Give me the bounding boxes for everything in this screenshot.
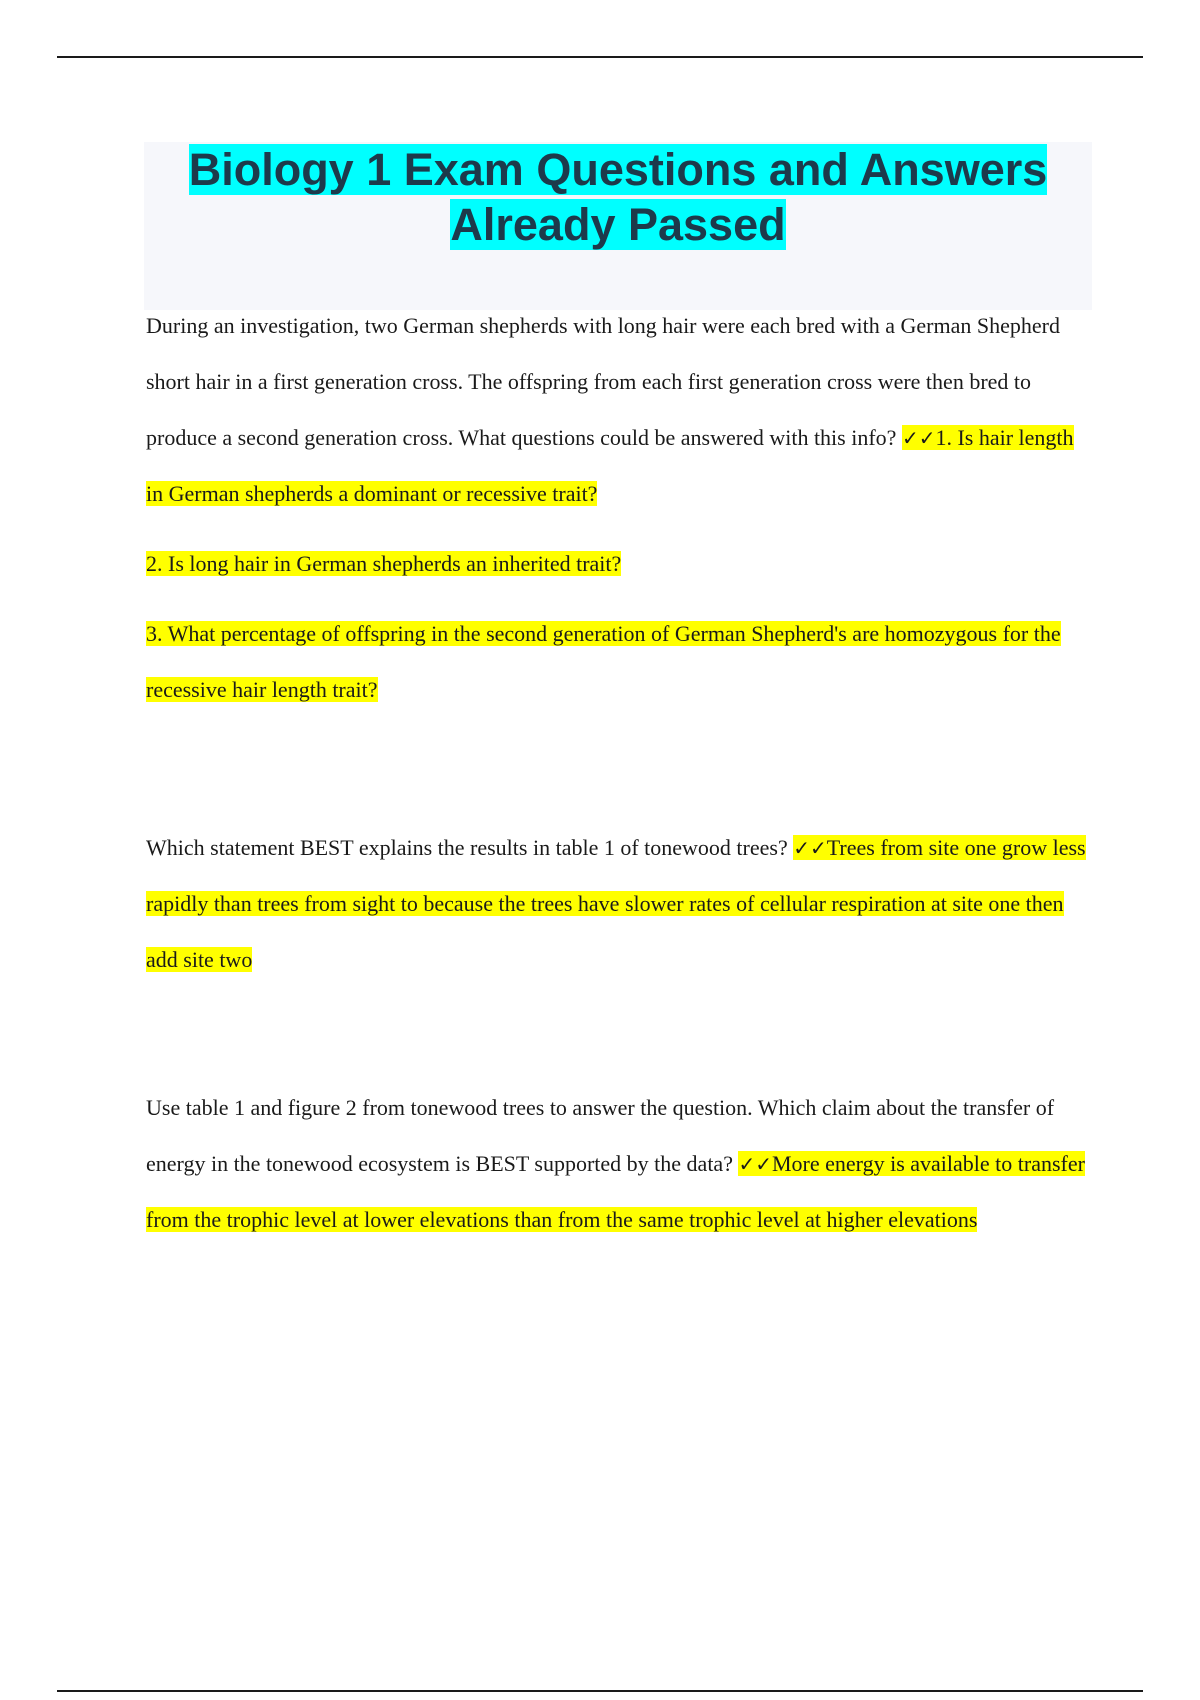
question-block-2 (146, 820, 1086, 988)
answer-1-item-1: 1. Is hair length in German shepherds a dominant or recessive trait? (146, 425, 1074, 506)
answer-2-text: Trees from site one grow less rapidly than trees from sight to because the trees have slower rates of cellular respiration at site one then add site two (146, 835, 1086, 972)
question-2-text: Which statement BEST explains the results in table 1 of tonewood trees? (146, 835, 788, 860)
top-rule (57, 56, 1143, 58)
title-line-1: Biology 1 Exam Questions and Answers (188, 144, 1048, 195)
answer-3-text: More energy is available to transfer from the trophic level at lower elevations than from the same trophic level at higher elevations (146, 1151, 1085, 1232)
answer-1-item-3-paragraph (146, 606, 1086, 718)
check-mark-icon: ✓✓ (738, 1152, 772, 1176)
answer-1-item-2-paragraph (146, 536, 1086, 592)
bottom-rule (57, 1690, 1143, 1692)
check-mark-icon: ✓✓ (901, 426, 936, 450)
question-1-text: During an investigation, two German shepherds with long hair were each bred with a German Shepherd short hair in a first generation cross. The offspring from each first generation cross were then bred to produce a second generation cross. What questions could be answered with this info? (146, 313, 1060, 450)
answer-1-item-2: 2. Is long hair in German shepherds an inherited trait? (146, 551, 622, 576)
answer-1-item-3: 3. What percentage of offspring in the second generation of German Shepherd's are homozygous for the recessive hair length trait? (146, 621, 1061, 702)
question-3-paragraph (146, 1080, 1086, 1248)
question-2-paragraph (146, 820, 1086, 988)
question-block-1 (146, 298, 1086, 718)
page-title (144, 142, 1092, 252)
title-line-2: Already Passed (450, 199, 786, 250)
question-1-paragraph (146, 298, 1086, 522)
question-3-text: Use table 1 and figure 2 from tonewood trees to answer the question. Which claim about the transfer of energy in the tonewood ecosystem is BEST supported by the data? (146, 1095, 1055, 1176)
check-mark-icon: ✓✓ (793, 836, 827, 860)
question-block-3 (146, 1080, 1086, 1248)
